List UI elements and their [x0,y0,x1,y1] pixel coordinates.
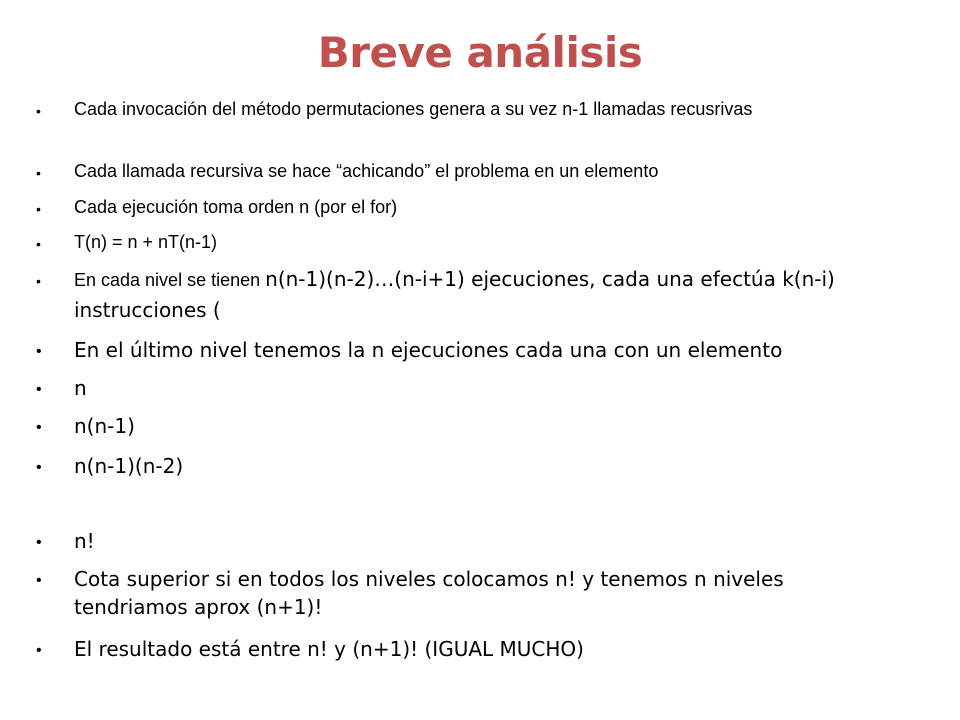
bullet-item [36,264,896,326]
bullet-text: En el último nivel tenemos la n ejecuciones cada una con un elemento [74,338,783,362]
bullet-item [36,452,896,480]
bullet-item [36,160,896,182]
bullet-dot: • [36,201,41,217]
bullet-text: El resultado está entre n! y (n+1)! (IGUAL MUCHO) [74,637,584,661]
bullet-item [36,336,896,364]
bullet-dot: • [36,642,42,659]
bullet-item [36,412,896,440]
bullet-text: T(n) = n + nT(n-1) [74,232,218,252]
bullet-item [36,98,896,120]
bullet-text: n(n-1) [74,414,135,438]
bullet-text: Cada ejecución toma orden n (por el for) [74,197,398,217]
slide-title: Breve análisis [317,28,643,77]
bullet-dot: • [36,419,42,436]
bullet-item [36,527,896,555]
bullet-item [36,565,896,621]
bullet-dot: • [36,236,41,252]
bullet-text: n! [74,529,95,553]
bullet-text: Cada llamada recursiva se hace “achicando” el problema en un elemento [74,161,659,181]
bullet-text: n [74,376,87,400]
bullet-dot: • [36,381,42,398]
bullet-dot: • [36,343,42,360]
bullet-dot: • [36,165,41,181]
bullet-item [36,196,896,218]
bullet-dot: • [36,103,41,119]
bullet-item [36,635,896,663]
bullet-text-part-b: n(n-1)(n-2)…(n-i+1) ejecuciones, cada una efectúa k(n-i) instrucciones ( [74,267,835,322]
bullet-dot: • [36,459,42,476]
bullet-item [36,231,896,253]
bullet-text: Cada invocación del método permutaciones genera a su vez n-1 llamadas recusrivas [74,99,753,119]
bullet-item [36,374,896,402]
bullet-dot: • [36,273,41,289]
bullet-text: Cota superior si en todos los niveles colocamos n! y tenemos n niveles tendriamos aprox (n+1)! [74,567,784,619]
bullet-text: n(n-1)(n-2) [74,454,184,478]
bullet-text [74,264,894,326]
bullet-dot: • [36,572,42,589]
bullet-text-part-a: En cada nivel se tienen [74,270,266,290]
bullet-dot: • [36,534,42,551]
